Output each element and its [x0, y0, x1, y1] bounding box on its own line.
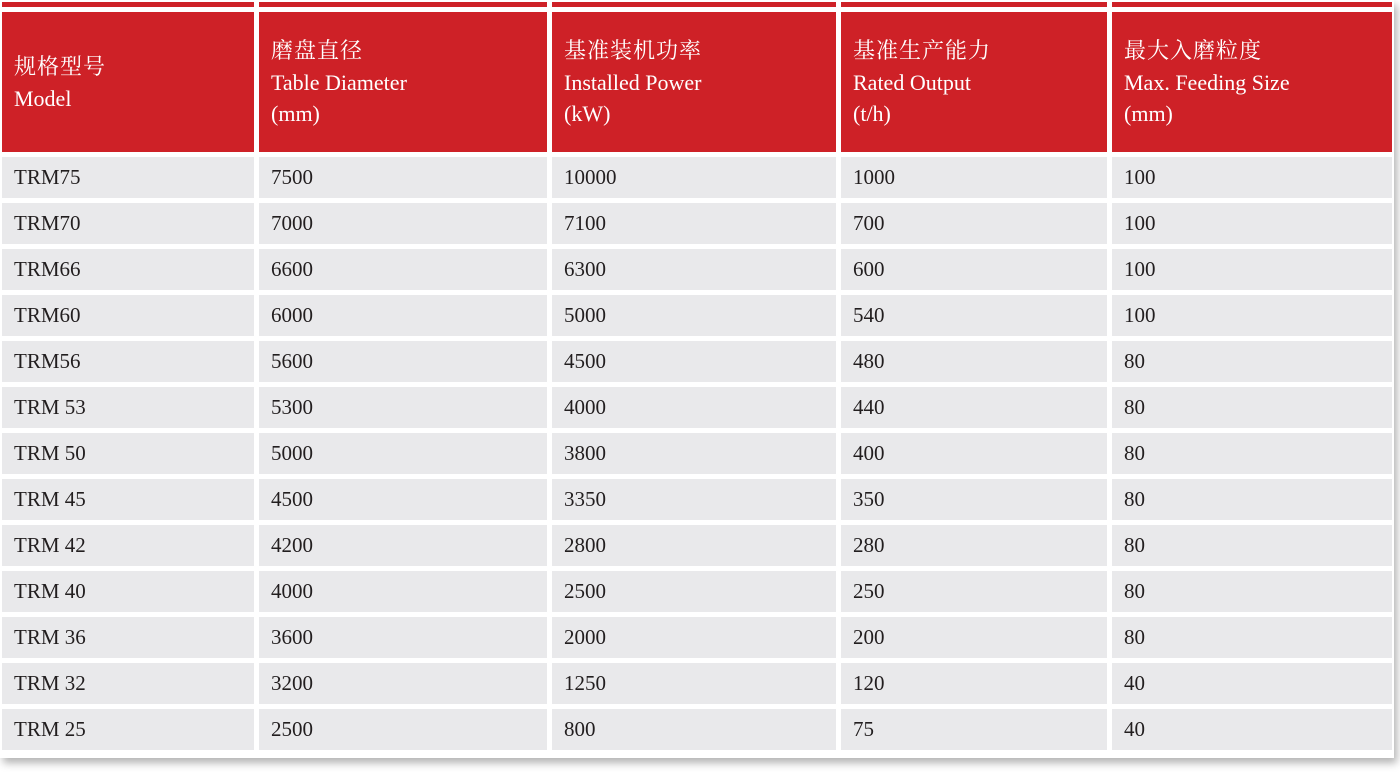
value-cell: 2500: [552, 571, 836, 612]
value-cell: 4500: [552, 341, 836, 382]
value-cell: 2800: [552, 525, 836, 566]
column-header: [2, 12, 254, 152]
value-cell: 100: [1112, 157, 1392, 198]
column-header: [1112, 12, 1392, 152]
table-row: [2, 203, 1392, 244]
column-header-unit: (t/h): [853, 101, 891, 126]
value-cell: 7500: [259, 157, 547, 198]
accent-strip: [259, 2, 547, 7]
value-cell: 6000: [259, 295, 547, 336]
column-header: [552, 12, 836, 152]
accent-strip: [2, 2, 254, 7]
value-cell: 10000: [552, 157, 836, 198]
table-row: [2, 479, 1392, 520]
accent-strip: [552, 2, 836, 7]
value-cell: 4000: [259, 571, 547, 612]
value-cell: 120: [841, 663, 1107, 704]
value-cell: 5000: [259, 433, 547, 474]
model-cell: TRM 45: [2, 479, 254, 520]
value-cell: 400: [841, 433, 1107, 474]
column-header-zh: 磨盘直径: [271, 38, 364, 63]
column-header-zh: 规格型号: [14, 53, 107, 79]
value-cell: 4500: [259, 479, 547, 520]
model-cell: TRM56: [2, 341, 254, 382]
value-cell: 1250: [552, 663, 836, 704]
model-cell: TRM75: [2, 157, 254, 198]
value-cell: 80: [1112, 571, 1392, 612]
value-cell: 7100: [552, 203, 836, 244]
value-cell: 200: [841, 617, 1107, 658]
value-cell: 100: [1112, 249, 1392, 290]
table-row: [2, 571, 1392, 612]
value-cell: 80: [1112, 525, 1392, 566]
value-cell: 250: [841, 571, 1107, 612]
value-cell: 80: [1112, 617, 1392, 658]
model-cell: TRM 32: [2, 663, 254, 704]
column-header-zh: 基准装机功率: [564, 38, 703, 63]
table-row: [2, 525, 1392, 566]
model-cell: TRM70: [2, 203, 254, 244]
table-row: [2, 157, 1392, 198]
table-row: [2, 709, 1392, 750]
value-cell: 3350: [552, 479, 836, 520]
model-cell: TRM66: [2, 249, 254, 290]
value-cell: 80: [1112, 479, 1392, 520]
value-cell: 4200: [259, 525, 547, 566]
model-cell: TRM 40: [2, 571, 254, 612]
column-header: [841, 12, 1107, 152]
value-cell: 80: [1112, 387, 1392, 428]
value-cell: 3600: [259, 617, 547, 658]
column-header-unit: (kW): [564, 101, 611, 126]
value-cell: 40: [1112, 709, 1392, 750]
value-cell: 6300: [552, 249, 836, 290]
table-row: [2, 387, 1392, 428]
column-header-zh: 最大入磨粒度: [1124, 38, 1263, 63]
value-cell: 600: [841, 249, 1107, 290]
value-cell: 40: [1112, 663, 1392, 704]
value-cell: 280: [841, 525, 1107, 566]
column-header-unit: (mm): [1124, 101, 1173, 126]
column-header-en: Installed Power: [564, 70, 702, 95]
value-cell: 480: [841, 341, 1107, 382]
model-cell: TRM 42: [2, 525, 254, 566]
table-row: [2, 617, 1392, 658]
table-row: [2, 663, 1392, 704]
column-header-en: Max. Feeding Size: [1124, 70, 1290, 95]
value-cell: 700: [841, 203, 1107, 244]
model-cell: TRM60: [2, 295, 254, 336]
column-header-en: Table Diameter: [271, 70, 407, 95]
model-cell: TRM 25: [2, 709, 254, 750]
model-cell: TRM 50: [2, 433, 254, 474]
value-cell: 6600: [259, 249, 547, 290]
table-row: [2, 249, 1392, 290]
value-cell: 350: [841, 479, 1107, 520]
table-row: [2, 433, 1392, 474]
value-cell: 4000: [552, 387, 836, 428]
value-cell: 80: [1112, 341, 1392, 382]
model-cell: TRM 36: [2, 617, 254, 658]
value-cell: 75: [841, 709, 1107, 750]
value-cell: 2500: [259, 709, 547, 750]
column-header-en: Rated Output: [853, 70, 971, 95]
accent-strip: [841, 2, 1107, 7]
table-body: [2, 157, 1392, 750]
value-cell: 800: [552, 709, 836, 750]
value-cell: 7000: [259, 203, 547, 244]
accent-strip: [1112, 2, 1392, 7]
model-cell: TRM 53: [2, 387, 254, 428]
value-cell: 1000: [841, 157, 1107, 198]
header-row: [2, 12, 1392, 152]
column-header-en: Model: [14, 85, 72, 111]
accent-strip-row: [2, 2, 1392, 7]
column-header: [259, 12, 547, 152]
value-cell: 80: [1112, 433, 1392, 474]
value-cell: 440: [841, 387, 1107, 428]
value-cell: 5300: [259, 387, 547, 428]
value-cell: 5600: [259, 341, 547, 382]
value-cell: 3200: [259, 663, 547, 704]
table-row: [2, 295, 1392, 336]
value-cell: 100: [1112, 295, 1392, 336]
column-header-unit: (mm): [271, 101, 320, 126]
value-cell: 3800: [552, 433, 836, 474]
column-header-zh: 基准生产能力: [853, 38, 992, 63]
value-cell: 2000: [552, 617, 836, 658]
value-cell: 100: [1112, 203, 1392, 244]
table-row: [2, 341, 1392, 382]
value-cell: 540: [841, 295, 1107, 336]
value-cell: 5000: [552, 295, 836, 336]
